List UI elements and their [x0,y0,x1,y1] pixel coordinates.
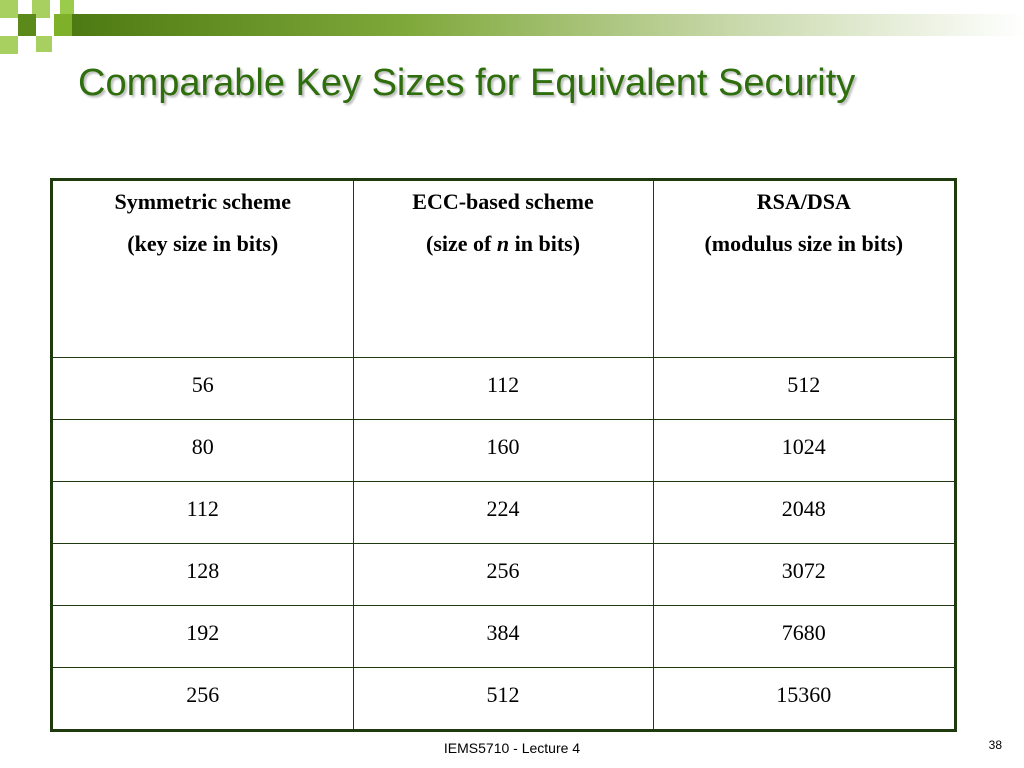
table-cell: 15360 [653,668,955,731]
table-cell: 160 [353,420,653,482]
header-subtitle: (key size in bits) [127,231,279,256]
decor-square [60,0,74,14]
table-cell: 1024 [653,420,955,482]
table-cell: 512 [653,358,955,420]
table-cell: 3072 [653,544,955,606]
table-row [52,606,956,668]
header-title: Symmetric scheme [114,189,292,214]
slide-footer: IEMS5710 - Lecture 4 [443,740,581,756]
table-row [52,482,956,544]
header-rsa-dsa [653,180,955,358]
key-size-table [50,178,957,732]
table-cell: 128 [52,544,354,606]
table-cell: 112 [52,482,354,544]
table-row [52,544,956,606]
table-cell: 192 [52,606,354,668]
header-title: RSA/DSA [756,189,851,214]
table-row [52,358,956,420]
table-header-row [52,180,956,358]
table-row [52,668,956,731]
table-cell: 112 [353,358,653,420]
header-ecc [353,180,653,358]
table-cell: 80 [52,420,354,482]
decor-square [54,14,72,36]
header-subtitle: (size of n in bits) [426,231,581,256]
page-number: 38 [988,738,1002,752]
table-cell: 7680 [653,606,955,668]
table-row [52,420,956,482]
header-symmetric [52,180,354,358]
decor-square [0,36,18,54]
slide-title: Comparable Key Sizes for Equivalent Security [78,62,856,104]
decor-square [36,36,52,52]
table-cell: 512 [353,668,653,731]
table-cell: 2048 [653,482,955,544]
decor-square [0,0,18,18]
table-cell: 56 [52,358,354,420]
table-cell: 224 [353,482,653,544]
decor-square [18,14,36,36]
gradient-bar [72,14,1024,36]
table-cell: 256 [353,544,653,606]
header-title: ECC-based scheme [412,189,594,214]
table-cell: 384 [353,606,653,668]
header-subtitle: (modulus size in bits) [704,231,904,256]
table-cell: 256 [52,668,354,731]
